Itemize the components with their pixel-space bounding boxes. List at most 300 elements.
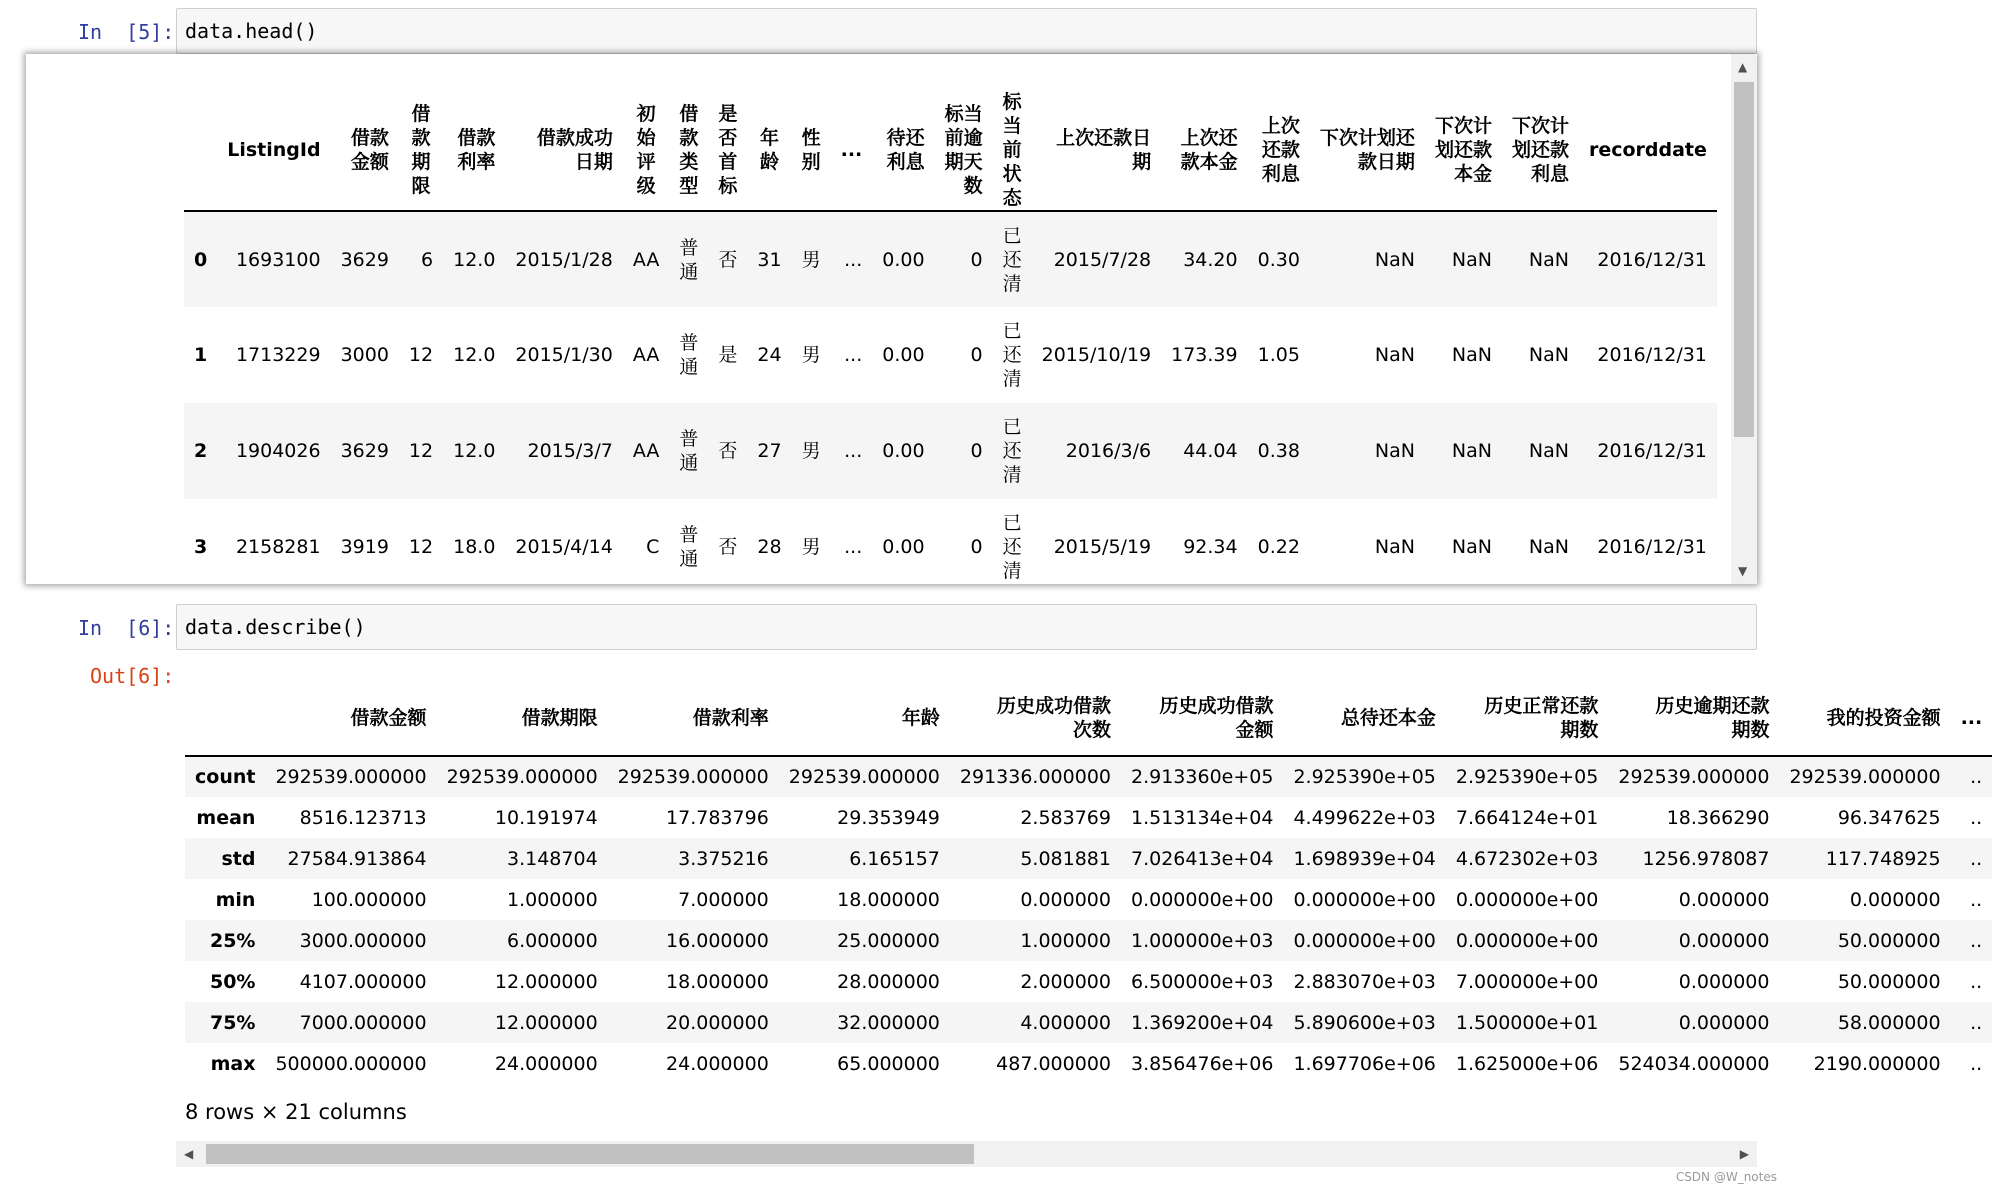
table-cell-text: 男 — [801, 248, 821, 271]
table-cell — [1425, 307, 1502, 403]
table-cell-text: 4.000000 — [1020, 1011, 1111, 1034]
table-cell-text: AA — [632, 344, 660, 366]
table-row — [185, 961, 1992, 1002]
row-index — [185, 797, 265, 838]
table-cell-text: 50.000000 — [1837, 970, 1941, 993]
table-cell — [265, 838, 436, 879]
table-cell — [1446, 797, 1608, 838]
table-row — [185, 797, 1992, 838]
scroll-right-arrow-icon[interactable]: ▶ — [1739, 1147, 1749, 1161]
table-cell — [1161, 403, 1247, 499]
table-cell-text: 0.00 — [882, 440, 925, 462]
table-cell-text: 0.000000 — [1020, 888, 1111, 911]
column-header-text: 历史逾期还款 期数 — [1655, 694, 1770, 741]
in-prompt-5: In [5]: — [78, 20, 175, 44]
table-cell-text: 0 — [970, 248, 983, 271]
table-cell-text: 1.000000 — [507, 888, 598, 911]
table-cell-text: ... — [844, 344, 863, 366]
column-header-text: 我的投资金额 — [1826, 706, 1941, 729]
table-cell — [1951, 879, 1992, 920]
table-cell-text: 1693100 — [235, 248, 321, 271]
table-cell-text: 0.000000 — [1849, 888, 1941, 911]
table-cell-text: 17.783796 — [666, 806, 769, 829]
column-header — [505, 90, 622, 211]
table-cell-text: 12.000000 — [494, 1011, 598, 1034]
row-index-text: mean — [196, 806, 256, 829]
table-cell-text: 96.347625 — [1837, 806, 1941, 829]
column-header-text: ListingId — [227, 139, 321, 161]
table-cell — [437, 961, 608, 1002]
table-cell — [1951, 797, 1992, 838]
table-cell-text: 2015/4/14 — [515, 536, 613, 558]
row-index — [185, 1002, 265, 1043]
table-cell — [872, 499, 934, 595]
table-cell-text: 2.925390e+05 — [1455, 766, 1599, 788]
row-column-count: 8 rows × 21 columns — [185, 1100, 407, 1124]
vertical-scrollbar[interactable] — [1731, 54, 1757, 584]
table-cell-text: 0.000000 — [1678, 929, 1770, 952]
row-index — [185, 756, 265, 797]
table-cell — [443, 403, 505, 499]
column-header — [1283, 680, 1445, 756]
vertical-scrollbar-thumb[interactable] — [1734, 82, 1754, 437]
table-cell-text: 18.366290 — [1666, 806, 1770, 829]
table-cell — [950, 838, 1121, 879]
table-cell-text: 28 — [757, 536, 782, 558]
table-cell — [1121, 756, 1283, 797]
column-header — [1310, 90, 1425, 211]
table-cell — [708, 499, 747, 595]
table-cell-text: NaN — [1451, 248, 1492, 271]
table-cell-text: 0.00 — [882, 248, 925, 271]
dataframe-describe-table — [185, 680, 1992, 1084]
table-cell — [1579, 403, 1717, 499]
table-cell-text: 已 还 清 — [1002, 416, 1022, 486]
column-header — [1502, 90, 1579, 211]
table-cell-text: 3000 — [340, 344, 389, 366]
table-cell-text: 0.38 — [1257, 440, 1300, 462]
table-cell — [831, 499, 873, 595]
table-cell — [1121, 920, 1283, 961]
table-cell — [1779, 797, 1950, 838]
column-header-text: 借款期限 — [521, 706, 598, 729]
table-cell — [623, 403, 670, 499]
table-cell — [747, 307, 791, 403]
table-cell — [217, 211, 330, 307]
column-header — [1951, 680, 1992, 756]
table-cell-text: 0.000000 — [1678, 1011, 1770, 1034]
table-cell-text: NaN — [1528, 536, 1569, 558]
table-cell-text: .. — [1970, 766, 1983, 788]
table-cell-text: 1713229 — [235, 344, 321, 366]
table-cell — [1161, 307, 1247, 403]
table-cell-text: 18.000000 — [837, 888, 940, 911]
table-cell-text: 2015/3/7 — [527, 440, 613, 462]
row-index — [185, 879, 265, 920]
table-cell-text: 3.375216 — [678, 847, 769, 870]
table-cell — [1283, 879, 1445, 920]
table-cell-text: 3919 — [340, 536, 389, 558]
table-cell — [1779, 1002, 1950, 1043]
table-cell-text: 32.000000 — [837, 1011, 940, 1034]
column-header-text: 年龄 — [901, 706, 940, 729]
table-cell — [779, 920, 950, 961]
table-cell — [1502, 499, 1579, 595]
table-cell-text: 0.00 — [882, 536, 925, 558]
table-cell — [505, 211, 622, 307]
table-cell — [399, 211, 443, 307]
table-cell — [608, 961, 779, 1002]
table-cell — [1951, 756, 1992, 797]
table-cell — [1779, 920, 1950, 961]
column-header — [872, 90, 934, 211]
table-cell — [950, 920, 1121, 961]
column-header — [1608, 680, 1779, 756]
table-cell-text: 2015/1/30 — [515, 344, 613, 366]
table-cell — [217, 307, 330, 403]
column-header — [1579, 90, 1717, 211]
column-header-text: ... — [1960, 706, 1983, 729]
table-cell-text: 3629 — [340, 248, 389, 271]
table-cell-text: 2015/5/19 — [1053, 536, 1152, 558]
table-cell-text: 34.20 — [1183, 248, 1238, 271]
table-cell-text: 1.05 — [1257, 344, 1300, 366]
table-cell-text: 292539.000000 — [446, 766, 598, 788]
table-cell — [1310, 211, 1425, 307]
table-cell-text: 2016/3/6 — [1065, 440, 1152, 462]
row-index-text: count — [195, 766, 256, 788]
table-cell — [1502, 211, 1579, 307]
table-cell — [1446, 1002, 1608, 1043]
table-cell — [779, 879, 950, 920]
table-cell-text: 2016/12/31 — [1597, 248, 1707, 271]
table-cell — [437, 1002, 608, 1043]
table-cell — [1248, 403, 1310, 499]
column-header — [184, 90, 217, 211]
table-cell-text: 否 — [718, 440, 738, 462]
table-cell — [1283, 838, 1445, 879]
table-cell — [779, 797, 950, 838]
column-header — [1248, 90, 1310, 211]
horizontal-scrollbar-thumb[interactable] — [206, 1144, 974, 1164]
table-cell — [1283, 756, 1445, 797]
table-cell-text: 否 — [718, 536, 738, 558]
table-cell-text: 2.583769 — [1020, 806, 1111, 829]
table-row — [185, 879, 1992, 920]
column-header — [831, 90, 873, 211]
horizontal-scrollbar[interactable] — [176, 1141, 1757, 1167]
row-index-text: 2 — [194, 440, 208, 462]
table-cell — [1579, 499, 1717, 595]
column-header — [935, 90, 993, 211]
table-cell-text: 12 — [408, 536, 434, 558]
table-cell — [950, 1002, 1121, 1043]
table-cell-text: 31 — [757, 248, 782, 271]
column-header — [950, 680, 1121, 756]
table-cell-text: 2015/1/28 — [515, 248, 613, 271]
table-cell-text: .. — [1970, 847, 1983, 870]
table-cell — [1248, 211, 1310, 307]
table-cell-text: 7.000000e+00 — [1455, 970, 1599, 993]
column-header — [1779, 680, 1950, 756]
table-cell — [872, 403, 934, 499]
column-header — [1161, 90, 1247, 211]
table-cell-text: 0.00 — [882, 344, 925, 366]
table-cell — [1608, 920, 1779, 961]
table-cell-text: 1.697706e+06 — [1293, 1052, 1436, 1075]
table-cell-text: 12.0 — [453, 248, 496, 271]
table-row — [184, 307, 1717, 403]
table-cell-text: ... — [844, 248, 863, 271]
column-header-text: 历史正常还款 期数 — [1484, 694, 1599, 741]
row-index — [185, 1043, 265, 1084]
table-cell-text: 7.026413e+04 — [1131, 847, 1274, 870]
table-cell — [708, 211, 747, 307]
column-header-text: 借 款 类 型 — [679, 103, 699, 197]
row-index-text: 75% — [209, 1011, 256, 1034]
table-cell-text: 28.000000 — [837, 970, 940, 993]
table-cell — [669, 307, 708, 403]
table-cell — [831, 307, 873, 403]
table-cell-text: 1.513134e+04 — [1131, 806, 1274, 829]
column-header-text: 借款利率 — [692, 706, 769, 729]
table-cell — [265, 961, 436, 1002]
table-cell — [950, 961, 1121, 1002]
table-cell — [1779, 879, 1950, 920]
table-cell — [1032, 307, 1162, 403]
table-cell-text: 291336.000000 — [959, 766, 1111, 788]
table-cell-text: .. — [1970, 970, 1983, 993]
column-header — [608, 680, 779, 756]
table-cell-text: 0.22 — [1257, 536, 1300, 558]
column-header — [185, 680, 265, 756]
scroll-down-arrow-icon[interactable]: ▼ — [1738, 564, 1748, 578]
table-cell — [1608, 1043, 1779, 1084]
column-header — [399, 90, 443, 211]
table-cell — [265, 797, 436, 838]
table-cell — [792, 211, 831, 307]
code-cell-6[interactable]: data.describe() — [176, 604, 1757, 650]
table-cell — [505, 307, 622, 403]
table-cell — [779, 838, 950, 879]
table-cell — [1283, 1043, 1445, 1084]
table-cell-text: 0.000000 — [1678, 970, 1770, 993]
table-cell — [792, 307, 831, 403]
table-cell-text: 12.000000 — [494, 970, 598, 993]
scroll-up-arrow-icon[interactable]: ▲ — [1738, 60, 1748, 74]
table-cell — [265, 1043, 436, 1084]
table-cell — [443, 307, 505, 403]
table-cell-text: 2016/12/31 — [1597, 344, 1707, 366]
table-cell — [399, 403, 443, 499]
column-header-text: 历史成功借款 金额 — [1159, 694, 1274, 741]
table-cell — [872, 307, 934, 403]
table-cell — [1425, 499, 1502, 595]
table-cell-text: 2190.000000 — [1813, 1052, 1941, 1075]
table-cell — [1121, 797, 1283, 838]
row-index — [184, 211, 217, 307]
column-header-text: 初 始 评 级 — [636, 103, 656, 197]
table-cell — [623, 211, 670, 307]
scroll-left-arrow-icon[interactable]: ◀ — [184, 1147, 194, 1161]
table-cell-text: NaN — [1451, 344, 1492, 366]
table-cell — [623, 307, 670, 403]
table-cell — [437, 838, 608, 879]
table-cell-text: 0.30 — [1257, 248, 1300, 271]
table-cell — [1446, 1043, 1608, 1084]
table-cell-text: ... — [844, 440, 863, 462]
table-cell-text: 24.000000 — [494, 1052, 598, 1075]
table-cell-text: 2158281 — [235, 536, 321, 558]
table-cell-text: 12 — [408, 344, 434, 366]
output-area-5[interactable] — [26, 54, 1757, 584]
table-cell-text: 已 还 清 — [1002, 512, 1022, 582]
code-cell-5[interactable]: data.head() — [176, 8, 1757, 54]
column-header-text: 借款成功 日期 — [536, 127, 613, 173]
column-header-text: 下次计 划还款 利息 — [1511, 115, 1569, 185]
table-row — [185, 1002, 1992, 1043]
table-cell-text: 292539.000000 — [617, 766, 769, 788]
table-cell-text: 2015/10/19 — [1041, 344, 1152, 366]
table-cell-text: 2016/12/31 — [1597, 440, 1707, 462]
table-cell-text: 0 — [970, 344, 983, 366]
table-cell — [1608, 879, 1779, 920]
table-cell — [1579, 307, 1717, 403]
table-cell-text: 8516.123713 — [299, 806, 427, 829]
table-cell-text: 2.913360e+05 — [1131, 766, 1274, 788]
table-cell-text: 2.925390e+05 — [1293, 766, 1436, 788]
watermark: CSDN @W_notes — [1675, 1170, 1777, 1184]
table-cell — [950, 879, 1121, 920]
table-cell — [608, 1002, 779, 1043]
table-row — [185, 920, 1992, 961]
table-cell-text: NaN — [1528, 440, 1569, 462]
table-cell — [1446, 920, 1608, 961]
table-cell — [1779, 1043, 1950, 1084]
table-cell-text: 0.000000e+00 — [1293, 888, 1436, 911]
table-cell-text: 普 通 — [679, 524, 699, 570]
table-cell-text: 44.04 — [1183, 440, 1238, 462]
column-header — [993, 90, 1032, 211]
column-header-text: 标 当 前 状 态 — [1002, 91, 1022, 209]
row-index-text: 50% — [209, 970, 256, 993]
column-header — [1121, 680, 1283, 756]
table-row — [184, 211, 1717, 307]
table-cell — [443, 211, 505, 307]
table-cell-text: ... — [844, 536, 863, 558]
row-index-text: 3 — [194, 536, 208, 558]
table-cell-text: 1.698939e+04 — [1293, 847, 1436, 870]
table-cell — [1161, 211, 1247, 307]
table-cell — [1608, 1002, 1779, 1043]
table-cell-text: 173.39 — [1171, 344, 1238, 366]
table-cell-text: 12.0 — [453, 440, 496, 462]
table-cell — [792, 403, 831, 499]
column-header-text: 下次计划还 款日期 — [1319, 127, 1415, 173]
table-cell-text: 100.000000 — [311, 888, 427, 911]
row-index-text: max — [210, 1052, 256, 1075]
table-cell — [1608, 961, 1779, 1002]
table-cell-text: 男 — [801, 440, 821, 462]
table-cell — [331, 307, 399, 403]
in-prompt-6: In [6]: — [78, 616, 175, 640]
table-cell — [708, 307, 747, 403]
table-cell-text: 12 — [408, 440, 434, 462]
table-cell — [1248, 307, 1310, 403]
table-cell — [608, 797, 779, 838]
table-cell — [1121, 1043, 1283, 1084]
table-cell-text: 7.664124e+01 — [1455, 806, 1599, 829]
row-index-text: std — [221, 847, 256, 870]
table-cell-text: 1904026 — [235, 440, 321, 462]
table-cell-text: NaN — [1374, 536, 1415, 558]
table-cell-text: 3000.000000 — [299, 929, 427, 952]
table-cell — [1283, 797, 1445, 838]
column-header — [1446, 680, 1608, 756]
table-cell-text: 7.000000 — [678, 888, 769, 911]
table-cell — [1951, 1043, 1992, 1084]
row-index — [185, 920, 265, 961]
column-header-text: 上次还款日 期 — [1056, 127, 1152, 173]
table-cell-text: 2.883070e+03 — [1293, 970, 1436, 993]
table-cell — [1446, 879, 1608, 920]
row-index-text: 0 — [194, 248, 208, 271]
table-cell — [669, 211, 708, 307]
table-cell — [1032, 499, 1162, 595]
table-cell-text: 58.000000 — [1837, 1011, 1941, 1034]
table-cell — [1121, 879, 1283, 920]
column-header-text: 借款 利率 — [457, 127, 496, 173]
table-cell-text: 普 通 — [679, 428, 699, 474]
table-cell-text: 0.000000e+00 — [1131, 888, 1274, 911]
table-cell-text: 4.672302e+03 — [1455, 847, 1599, 870]
table-cell-text: 65.000000 — [837, 1052, 940, 1075]
table-cell-text: 6.000000 — [507, 929, 598, 952]
table-cell-text: 487.000000 — [996, 1052, 1111, 1075]
table-cell-text: .. — [1970, 1052, 1983, 1075]
table-cell — [779, 1002, 950, 1043]
table-cell — [1425, 403, 1502, 499]
table-cell-text: 3.856476e+06 — [1131, 1052, 1274, 1075]
table-cell-text: 已 还 清 — [1002, 224, 1022, 295]
table-cell — [993, 403, 1032, 499]
table-cell-text: 292539.000000 — [1789, 766, 1941, 788]
out-prompt-6: Out[6]: — [90, 664, 175, 688]
table-cell — [708, 403, 747, 499]
table-cell — [747, 403, 791, 499]
table-cell — [265, 879, 436, 920]
table-cell-text: C — [646, 536, 660, 558]
table-cell-text: NaN — [1374, 440, 1415, 462]
table-cell-text: AA — [632, 248, 660, 271]
column-header-text: recorddate — [1588, 139, 1707, 161]
table-cell-text: 10.191974 — [494, 806, 598, 829]
column-header-text: 待还 利息 — [886, 127, 925, 173]
table-cell — [935, 499, 993, 595]
table-cell-text: 3.148704 — [507, 847, 598, 870]
table-cell — [608, 1043, 779, 1084]
table-cell-text: NaN — [1451, 536, 1492, 558]
table-cell — [1608, 797, 1779, 838]
row-index — [185, 961, 265, 1002]
table-cell-text: 3629 — [340, 440, 389, 462]
table-cell — [437, 1043, 608, 1084]
table-cell-text: 7000.000000 — [299, 1011, 427, 1034]
table-cell — [779, 961, 950, 1002]
table-cell — [1951, 920, 1992, 961]
table-cell-text: .. — [1970, 1011, 1983, 1034]
table-cell-text: 18.0 — [453, 536, 496, 558]
